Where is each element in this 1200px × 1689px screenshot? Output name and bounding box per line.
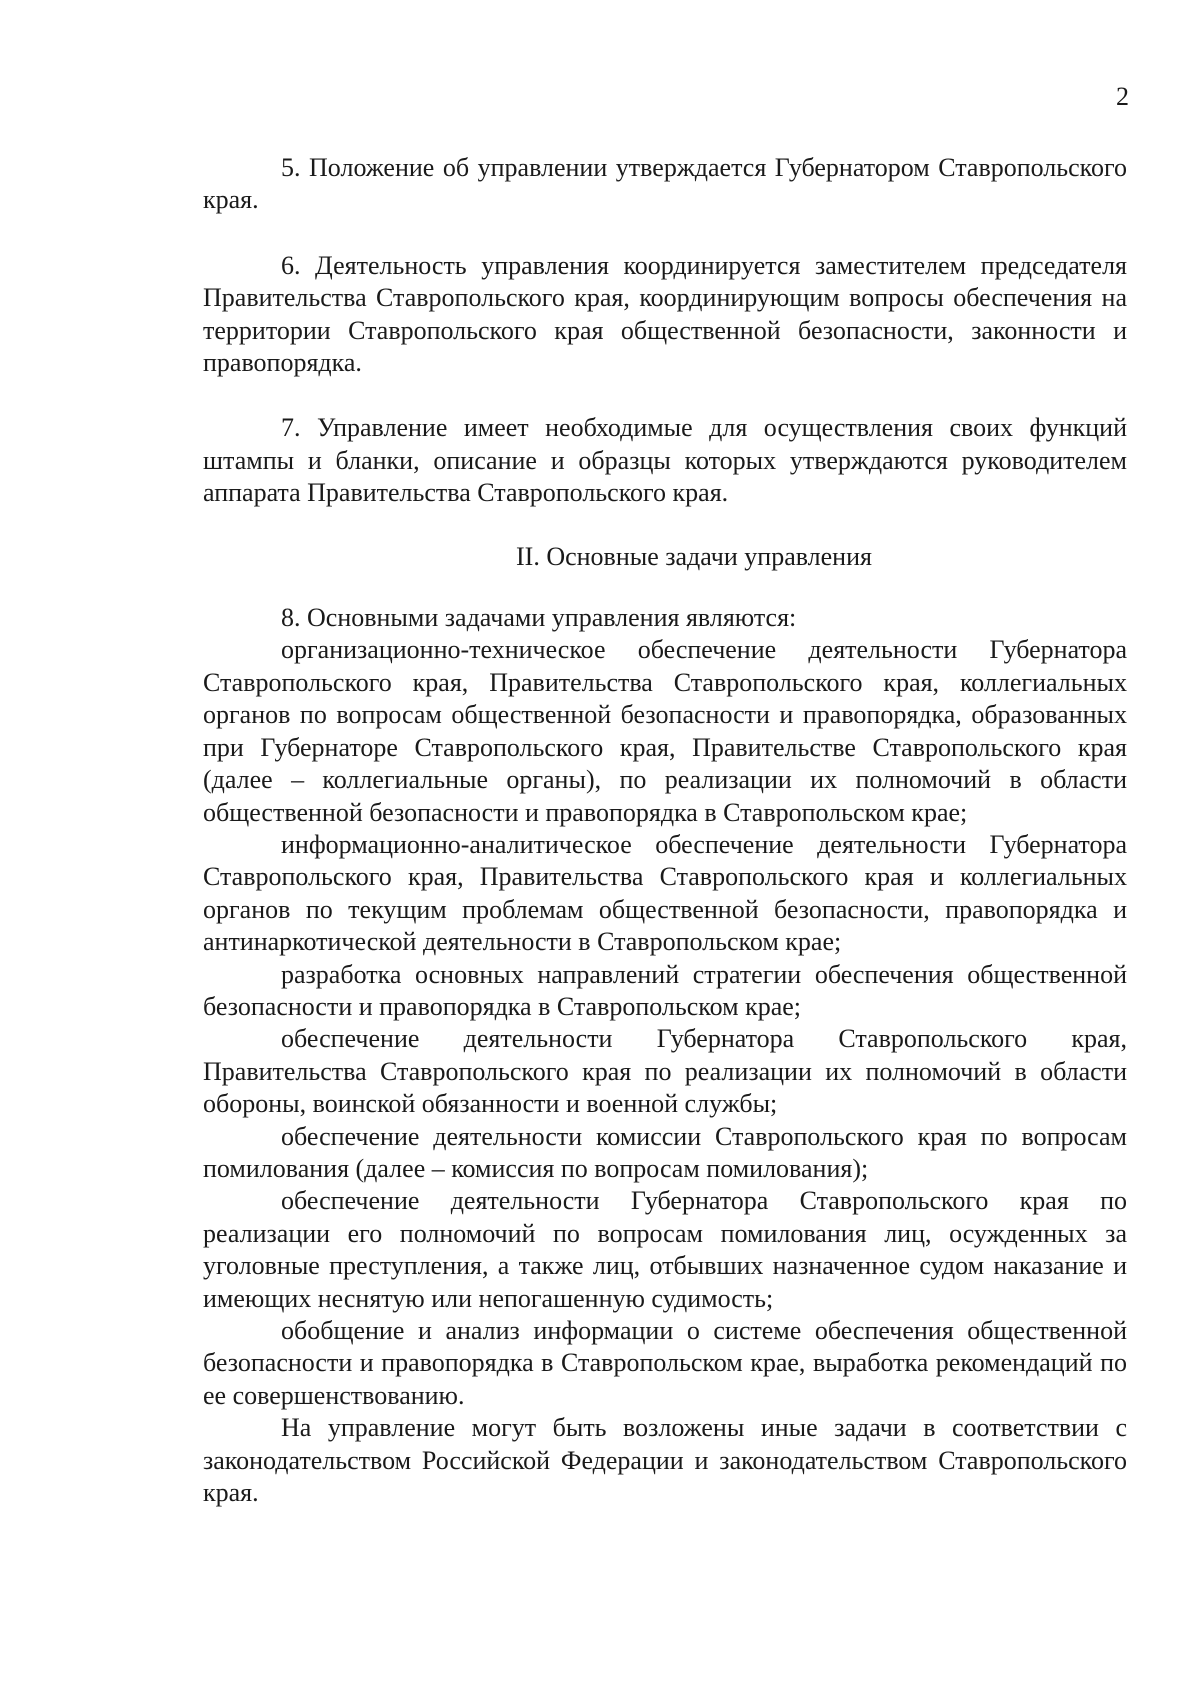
paragraph: информационно-аналитическое обеспечение деятельности Губернатора Ставропольского края, Правительства Ставропольского края и коллегиальных органов по текущим проблемам общественной безопасности, правопорядка и антинаркотической деятельности в Ставропольском крае; <box>203 829 1127 957</box>
paragraph: 5. Положение об управлении утверждается Губернатором Ставропольского края. <box>203 153 1127 215</box>
paragraph: 7. Управление имеет необходимые для осуществления своих функций штампы и бланки, описание и образцы которых утверждаются руководителем аппарата Правительства Ставропольского края. <box>203 413 1127 508</box>
page-number: 2 <box>1116 82 1129 111</box>
paragraph: разработка основных направлений стратегии обеспечения общественной безопасности и правопорядка в Ставропольском крае; <box>203 959 1127 1021</box>
document-body <box>203 152 1127 1509</box>
section-heading: II. Основные задачи управления <box>516 541 872 571</box>
paragraph: обеспечение деятельности комиссии Ставропольского края по вопросам помилования (далее – комиссия по вопросам помилования); <box>203 1121 1127 1183</box>
paragraph: обеспечение деятельности Губернатора Ставропольского края, Правительства Ставропольского края по реализации их полномочий в области обороны, воинской обязанности и военной службы; <box>203 1024 1127 1119</box>
paragraph: обобщение и анализ информации о системе обеспечения общественной безопасности и правопорядка в Ставропольском крае, выработка рекомендаций по ее совершенствованию. <box>203 1316 1127 1410</box>
paragraph: На управление могут быть возложены иные задачи в соответствии с законодательством Российской Федерации и законодательством Ставропольского края. <box>203 1413 1127 1508</box>
paragraph: организационно-техническое обеспечение деятельности Губернатора Ставропольского края, Правительства Ставропольского края, коллегиальных органов по вопросам общественной безопасности и правопорядка, образованных при Губернаторе Ставропольского края, Правительстве Ставропольского края (далее – коллегиальные органы), по реализации их полномочий в области общественной безопасности и правопорядка в Ставропольском крае; <box>203 635 1127 827</box>
paragraph: обеспечение деятельности Губернатора Ставропольского края по реализации его полномочий по вопросам помилования лиц, осужденных за уголовные преступления, а также лиц, отбывших назначенное судом наказание и имеющих неснятую или непогашенную судимость; <box>203 1186 1127 1313</box>
paragraph: 6. Деятельность управления координируется заместителем председателя Правительства Ставропольского края, координирующим вопросы обеспечения на территории Ставропольского края общественной безопасности, законности и правопорядка. <box>203 250 1127 378</box>
paragraph: 8. Основными задачами управления являются: <box>281 603 797 633</box>
